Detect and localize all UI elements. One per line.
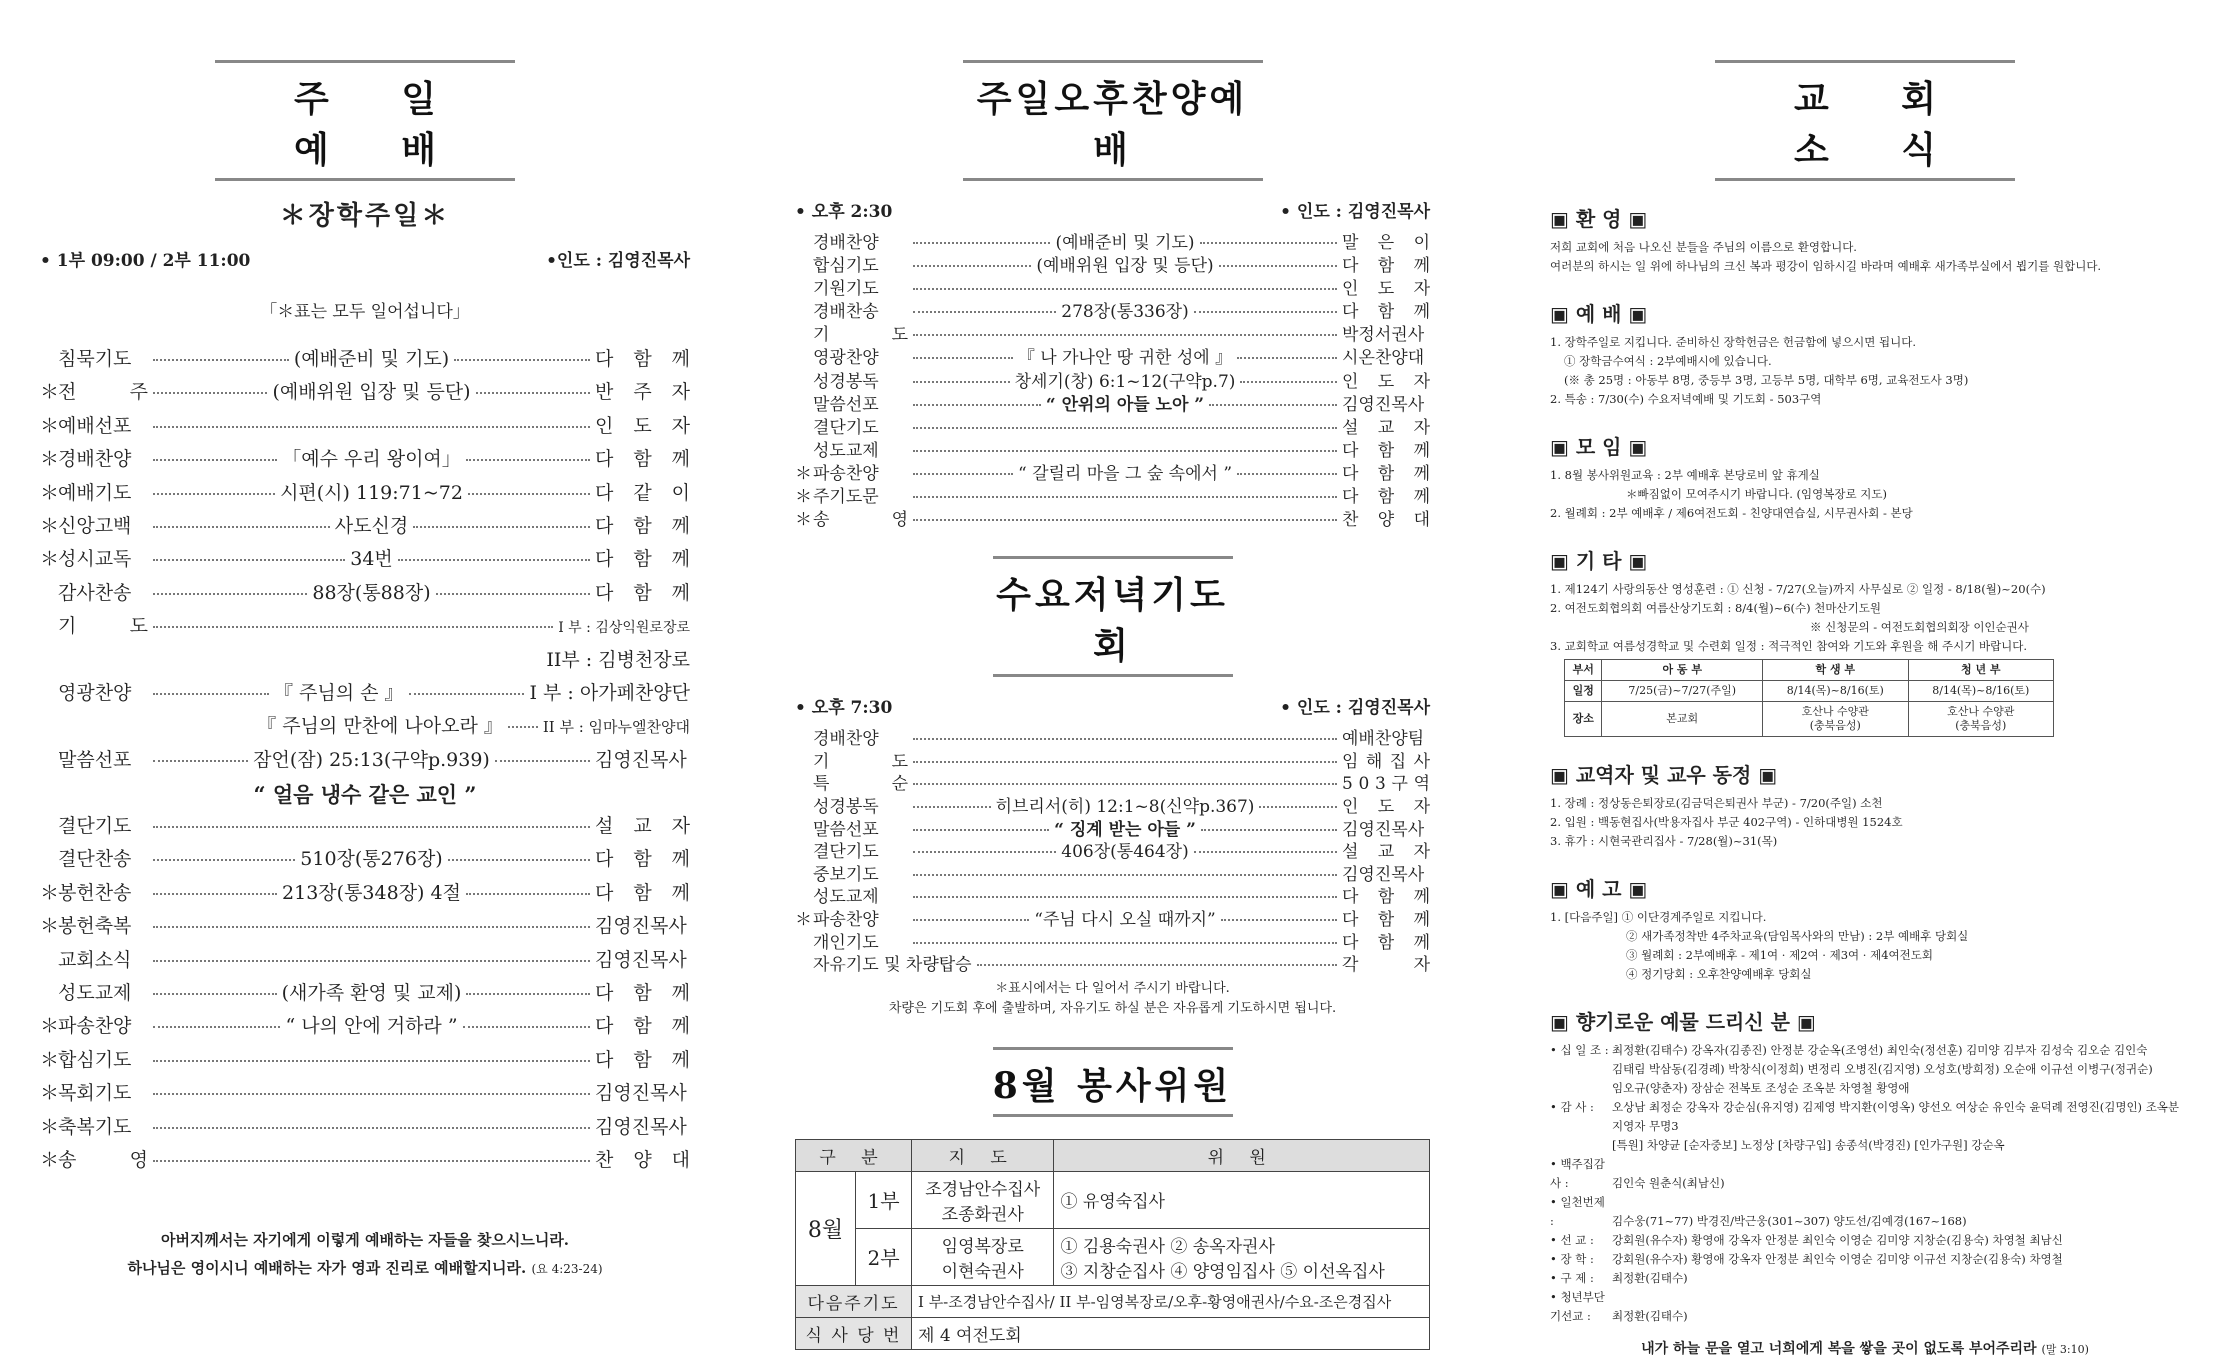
order-row <box>795 413 1430 436</box>
end-verse: 내가 하늘 문을 열고 너희에게 복을 쌓을 곳이 없도록 부어주리라 (말 3:10) <box>1641 1341 2089 1357</box>
wednesday-title: 수요저녁기도회 <box>996 574 1229 668</box>
order-label: 합심기도 <box>813 256 879 277</box>
volunteers-table: 구 분 지 도 위 원 8월 1부 조경남안수집사 조종화권사 ① 유영숙집사 2부 임영복장로 이현숙권사 ① 김용숙권사 ② 송옥자권사 ③ 지창순집사 ④ 양영임집사 ⑤ 이선옥집사 다음주기도 I 부-조경남안수집사/ II 부-임영복장로/오후-황영애권사/수요-조은경집사 식 사 당 번 제 4 여전도회 <box>795 1139 1430 1350</box>
order-row <box>795 747 1430 770</box>
order-person: 설 교 자 <box>1342 842 1430 863</box>
order-desc: (새가족 환영 및 교제) <box>281 982 462 1005</box>
order-desc: 34번 <box>350 548 393 571</box>
order-label: 감사찬송 <box>58 581 132 604</box>
order-label: 파송찬양 <box>813 463 879 484</box>
order-person: 인 도 자 <box>1342 279 1430 300</box>
order-label: 영광찬양 <box>813 348 879 369</box>
order-row <box>40 344 690 377</box>
order-row <box>795 792 1430 815</box>
order-label: 성경봉독 <box>813 797 879 817</box>
order-person: 다 함 께 <box>1342 256 1430 277</box>
order-row <box>795 436 1430 459</box>
order-person: 김영진목사 <box>1342 864 1425 885</box>
afternoon-title: 주일오후찬양예배 <box>976 78 1249 171</box>
offering-line: • 백주집감사 : 김인숙 원춘식(최남신) <box>1550 1157 1725 1190</box>
order-row <box>795 343 1430 369</box>
order-row <box>795 905 1430 928</box>
sunday-worship-section <box>40 60 690 1283</box>
order-row <box>795 482 1430 508</box>
order-person: I 부 : 아가페찬양단 <box>529 681 690 704</box>
sermon-title: “ 얼음 냉수 같은 교인 ” <box>253 782 477 808</box>
wednesday-title-box <box>993 556 1233 677</box>
order-row <box>40 811 690 844</box>
order-row <box>795 274 1430 300</box>
order-label: 말씀선포 <box>813 394 879 415</box>
order-mark: ＊ <box>795 487 812 508</box>
order-mark: ＊ <box>40 881 60 904</box>
order-mark: ＊ <box>40 1148 60 1171</box>
order-row <box>795 390 1430 413</box>
church-news-section: 교 회 소 식 ▣ 환 영 ▣ 저희 교회에 처음 나오신 분들을 주님의 이름으로 환영합니다. 여러분의 하시는 일 위에 하나님의 크신 복과 평강이 임하시길 바라며 예배후 새가족부실에서 뵙기를 원합니다. ▣ 예 배 ▣ 1. 장학주일로 지킵니다. 준비하신 장학헌금은 헌금함에 넣으시면 됩니다. ① 장학금수여식 : 2부예배시에 있습니다. (※ 총 25명 : 아동부 8명, 중등부 3명, 고등부 5명, 대학부 6명, 교육전도사 3명) 2. 특송 : 7/30(수) 수요저녁예배 및 기도회 - 503구역 ▣ 모 임 ▣ 1. 8월 봉사위원교육 : 2부 예배후 본당로비 앞 휴게실 ＊빠짐없이 모여주시기 바랍니다. (임영복장로 지도) 2. 월례회 : 2부 예배후 / 제6여전도회 - 친양대연습실, 시무권사회 - 본당 ▣ 기 타 ▣ 1. 제124기 사랑의동산 영성훈련 : ① 신청 - 7/27(오늘)까지 사무실로 ② 일정 - 8/18(월)~20(수) 2. 여전도회협의회 여름산상기도회 : 8/4(월)~6(수) 천마산기도원 ※ 신청문의 - 여전도회협의회장 이인순권사 3. 교회학교 여름성경학교 및 수련회 일정 : 적극적인 참여와 기도와 후원을 해 주시기 바랍니다. 부서 아 동 부 학 생 부 청 년 부 일정 7/25(금)~7/27(주일) 8/14(목)~8/16(토) 8/14(목)~8/16(토) 장소 본교회 호산나 수양관 (충북음성) 호산나 수양관 (충북음성) ▣ 교역자 및 교우 동정 ▣ 1. 장례 : 정상동은퇴장로(김금덕은퇴권사 부군) - 7/20(주일) 소천 2. 입원 : 백동현집사(박용자집사 부군 402구역) - 인하대병원 1524호 3. 휴가 : 시현국관리집사 - 7/28(월)~31(목) ▣ 예 고 ▣ 1. [다음주일] ① 이단경계주일로 지킵니다. ② 새가족정착반 4주차교육(담임목사와의 만남) : 2부 예배후 당회실 ③ 월례회 : 2부예배후 - 제1여 · 제2여 · 제3여 · 제4여전도회 ④ 정기당회 : 오후찬양예배후 당회실 ▣ 향기로운 예물 드리신 분 ▣ • 십 일 조 : 최정환(김태수) 강옥자(김종진) 안정분 강순옥(조영선) 최인숙(정선훈) 김미양 김부자 김성숙 김오순 김인숙 김태림 박삼동(김경례) 박창식(이정희) 변정리 오병진(김지영) 오성호(방희정) 오순애 이규선 이병구(정귀순) 임오규(양춘자) 장삼순 전복토 조성순 조옥분 차영철 황영애 • 감 사 : 오상남 최정순 강옥자 강순심(유지영) 김제영 박지환(이영옥) 양선오 여상순 유인숙 윤덕례 전영진(김명인) 조옥분 지영자 무명3 [특원] 차양균 [순자중보] 노정상 [차량구입] 송종석(박경진) [인가구원] 강순옥 • 백주집감사 : 김인숙 원춘식(최남신) • 일천번제 : 김수웅(71~77) 박경진/박근웅(301~307) 양도선/김예경(167~168) • 선 교 : 강회원(유수자) 황영애 강옥자 안정분 최인숙 이영순 김미양 지창순(김용숙) 차영철 최남신 • 장 학 : 강회원(유수자) 황영애 강옥자 안정분 최인숙 이영순 김미양 이규선 지창순(김용숙) 차영철 • 구 제 : 최정환(김태수) • 청년부단기선교 : 최정환(김태수) 내가 하늘 문을 열고 너희에게 복을 쌓을 곳이 없도록 부어주리라 (말 3:10) <box>1550 60 2180 1358</box>
order-label: 성도교제 <box>58 982 132 1005</box>
order-row <box>40 1078 690 1111</box>
order-desc: 『 주님의 손 』 <box>273 681 404 704</box>
order-person: 다 함 께 <box>595 881 690 904</box>
order-label: 송 영 <box>813 510 908 531</box>
order-row <box>795 837 1430 863</box>
order-label: 성도교제 <box>813 440 879 461</box>
offering-line: 임오규(양춘자) 장삼순 전복토 조성순 조옥분 차영철 황영애 <box>1612 1081 1910 1095</box>
order-row <box>795 882 1430 908</box>
order-desc: 창세기(창) 6:1~12(구약p.7) <box>1014 371 1236 392</box>
order-row <box>40 1045 690 1078</box>
order-row <box>40 1145 690 1178</box>
offering-line: • 일천번제 : 김수웅(71~77) 박경진/박근웅(301~307) 양도선/김예경(167~168) <box>1550 1195 1967 1228</box>
order-row-prayer-2 <box>40 645 690 678</box>
order-desc: “ 징계 받는 아들 ” <box>1054 819 1196 840</box>
order-desc: 278장(통336장) <box>1061 302 1189 323</box>
order-person: 다 함 께 <box>595 1048 690 1071</box>
order-label: 말씀선포 <box>58 748 132 771</box>
order-mark: ＊ <box>40 915 60 938</box>
order-label: 성도교제 <box>813 887 879 908</box>
order-label: 봉헌찬송 <box>58 881 132 904</box>
order-row <box>40 844 690 877</box>
order-row <box>40 511 690 544</box>
standing-notice: 「＊표는 모두 일어섭니다」 <box>260 302 470 322</box>
order-label: 예배기도 <box>58 481 132 504</box>
news-title: 교 회 소 식 <box>1793 78 1967 171</box>
order-desc: 사도신경 <box>334 514 409 537</box>
order-person: 다 함 께 <box>595 581 690 604</box>
order-desc: 히브리서(히) 12:1~8(신약p.367) <box>995 797 1255 817</box>
offering-line: • 청년부단기선교 : 최정환(김태수) <box>1550 1290 1688 1323</box>
order-desc: 406장(통464장) <box>1061 842 1189 863</box>
order-person: 다 함 께 <box>595 348 691 370</box>
order-person: II 부 : 임마누엘찬양대 <box>542 718 690 737</box>
order-person: 김영진목사 <box>595 748 687 771</box>
order-row <box>795 769 1430 795</box>
order-mark: ＊ <box>795 510 812 531</box>
order-row <box>795 950 1430 976</box>
afternoon-leader: • 인도 : 김영진목사 <box>1280 202 1430 222</box>
footer-verse: 아버지께서는 자기에게 이렇게 예배하는 자들을 찾으시느니라. 하나님은 영이시니 예배하는 자가 영과 진리로 예배할지니라. (요 4:23-24) <box>127 1231 603 1278</box>
order-row <box>795 459 1430 482</box>
order-desc: (예배위원 입장 및 등단) <box>272 381 471 404</box>
order-person: 김영진목사 <box>1342 394 1425 415</box>
order-desc: 잠언(잠) 25:13(구약p.939) <box>253 748 490 771</box>
order-person: 말 은 이 <box>1342 233 1430 253</box>
order-person: 다 함 께 <box>595 1015 691 1038</box>
order-row <box>795 724 1430 750</box>
order-label: 송 영 <box>58 1148 148 1171</box>
offering-list <box>1550 1041 2180 1326</box>
order-row-prayer <box>40 611 690 644</box>
order-person: 김영진목사 <box>595 948 687 971</box>
order-person: 다 함 께 <box>1342 487 1430 508</box>
order-label: 봉헌축복 <box>58 915 132 938</box>
volunteers-section <box>795 1047 1430 1350</box>
order-row <box>795 320 1430 346</box>
order-label: 기 도 <box>813 751 908 772</box>
order-row <box>40 911 690 944</box>
order-label: 축복기도 <box>58 1115 132 1138</box>
order-person: 김영진목사 <box>595 915 687 938</box>
order-row <box>40 411 690 444</box>
order-desc: 시편(시) 119:71~72 <box>280 481 463 504</box>
order-label: 특 순 <box>813 774 908 795</box>
news-title-box <box>1715 60 2015 181</box>
staff-heading: ▣ 교역자 및 교우 동정 ▣ <box>1550 763 1778 787</box>
order-label: 성시교독 <box>58 548 132 571</box>
order-desc: 『 주님의 만찬에 나아오라 』 <box>257 715 503 738</box>
order-mark: ＊ <box>40 514 60 537</box>
order-label: 자유기도 및 차량탑승 <box>813 955 972 976</box>
order-label: 영광찬양 <box>58 681 132 704</box>
schedule-table: 부서 아 동 부 학 생 부 청 년 부 일정 7/25(금)~7/27(주일) 8/14(목)~8/16(토) 8/14(목)~8/16(토) 장소 본교회 호산나 수양관 (충북음성) 호산나 수양관 (충북음성) <box>1564 659 2054 737</box>
order-mark: ＊ <box>40 381 60 404</box>
wednesday-time: • 오후 7:30 <box>795 698 893 719</box>
order-person: 다 함 께 <box>1342 932 1430 953</box>
order-label: 경배찬양 <box>58 448 132 471</box>
order-label: 경배찬양 <box>813 233 879 253</box>
meeting-heading: ▣ 모 임 ▣ <box>1550 435 1648 459</box>
offering-line: • 구 제 : 최정환(김태수) <box>1550 1271 1688 1285</box>
sunday-time: • 1부 09:00 / 2부 11:00 <box>40 251 251 271</box>
order-row <box>40 978 690 1011</box>
order-person: 다 함 께 <box>1342 463 1430 484</box>
order-person: 5 0 3 구 역 <box>1342 774 1430 795</box>
order-row <box>40 878 690 911</box>
order-row <box>795 228 1430 251</box>
order-mark: ＊ <box>40 1115 60 1138</box>
order-row <box>40 1112 690 1145</box>
order-label: 합심기도 <box>58 1048 132 1071</box>
offering-line: • 장 학 : 강회원(유수자) 황영애 강옥자 안정분 최인숙 이영순 김미양 이규선 지창순(김용숙) 차영철 <box>1550 1252 2063 1266</box>
order-label: 목회기도 <box>58 1082 132 1105</box>
order-row <box>40 945 690 978</box>
order-person: 다 함 께 <box>595 448 690 471</box>
order-person: 시온찬양대 <box>1342 348 1425 369</box>
order-person: 다 같 이 <box>595 481 690 504</box>
order-desc: (예배준비 및 기도) <box>293 348 450 370</box>
order-desc: “ 안위의 아들 노아 ” <box>1045 394 1205 415</box>
order-row <box>795 860 1430 883</box>
order-label: 경배찬양 <box>813 729 879 750</box>
order-person: 설 교 자 <box>1342 417 1430 438</box>
order-mark: ＊ <box>40 1082 60 1105</box>
order-person: 다 함 께 <box>595 848 691 871</box>
order-mark: ＊ <box>795 909 812 930</box>
order-person: 예배찬양팀 <box>1342 729 1425 750</box>
order-row-glory <box>40 678 690 711</box>
order-desc: 『 나 가나안 땅 귀한 성에 』 <box>1017 348 1233 369</box>
offering-line: [특원] 차양균 [순자중보] 노정상 [차량구입] 송종석(박경진) [인가구원] 강순옥 <box>1612 1138 2005 1152</box>
sunday-title-box <box>215 60 515 181</box>
order-row <box>795 367 1430 390</box>
order-desc: 510장(통276장) <box>300 848 443 871</box>
order-row <box>795 928 1430 951</box>
order-row-sermon <box>40 745 690 778</box>
order-label: 파송찬양 <box>58 1015 132 1038</box>
order-label: 전 주 <box>58 381 148 404</box>
offering-line: • 선 교 : 강회원(유수자) 황영애 강옥자 안정분 최인숙 이영순 김미양 지창순(김용숙) 차영철 최남신 <box>1550 1233 2063 1247</box>
order-person: 찬 양 대 <box>595 1148 690 1171</box>
order-person: 인 도 자 <box>1342 371 1430 392</box>
order-person: 다 함 께 <box>1342 909 1430 930</box>
offering-line: 김태림 박삼동(김경례) 박창식(이정희) 변정리 오병진(김지영) 오성호(방희정) 오순애 이규선 이병구(정귀순) <box>1612 1062 2153 1076</box>
order-label: 결단찬송 <box>58 848 132 871</box>
order-mark: ＊ <box>40 548 60 571</box>
order-person: 다 함 께 <box>595 982 690 1005</box>
order-person: 설 교 자 <box>595 815 690 838</box>
order-row <box>40 1011 690 1044</box>
order-label: 경배찬송 <box>813 302 879 323</box>
wednesday-leader: • 인도 : 김영진목사 <box>1280 698 1430 719</box>
afternoon-time: • 오후 2:30 <box>795 202 893 222</box>
order-desc: 213장(통348장) 4절 <box>282 881 461 904</box>
order-label: 주기도문 <box>813 487 879 508</box>
offering-line: 지영자 무명3 <box>1612 1119 1679 1133</box>
order-desc: (예배준비 및 기도) <box>1055 233 1195 253</box>
order-label: 예배선포 <box>58 414 132 437</box>
order-label: 성경봉독 <box>813 371 879 392</box>
notice-heading: ▣ 예 고 ▣ <box>1550 877 1648 901</box>
order-desc: “주님 다시 오실 때까지” <box>1034 909 1216 930</box>
order-list <box>40 344 690 611</box>
order-person: 반 주 자 <box>595 381 691 404</box>
order-person: 인 도 자 <box>595 414 690 437</box>
order-person: 임 해 집 사 <box>1342 751 1430 772</box>
order-mark: ＊ <box>40 414 60 437</box>
order-label: 결단기도 <box>813 417 879 438</box>
order-desc: “ 갈릴리 마을 그 숲 속에서 ” <box>1017 463 1233 484</box>
order-desc: 88장(통88장) <box>312 581 431 604</box>
order-person: 다 함 께 <box>1342 440 1430 461</box>
wednesday-note: ＊표시에서는 다 일어서 주시기 바랍니다. 차량은 기도회 후에 출발하며, 자유기도 하실 분은 자유롭게 기도하시면 됩니다. <box>888 980 1337 1016</box>
order-row <box>40 377 690 410</box>
order-person: 찬 양 대 <box>1342 510 1430 531</box>
wednesday-prayer <box>795 556 1430 1019</box>
order-person: 다 함 께 <box>1342 887 1430 908</box>
offering-line: • 십 일 조 : 최정환(김태수) 강옥자(김종진) 안정분 강순옥(조영선) 최인숙(정선훈) 김미양 김부자 김성숙 김오순 김인숙 <box>1550 1043 2148 1057</box>
order-row <box>795 297 1430 323</box>
order-row <box>40 578 690 611</box>
order-person: 김영진목사 <box>1342 819 1425 840</box>
order-label: 파송찬양 <box>813 909 879 930</box>
order-label: 기 도 <box>813 325 908 346</box>
order-desc: 「예수 우리 왕이여」 <box>282 448 461 471</box>
order-label: 기 도 <box>58 615 148 638</box>
afternoon-title-box <box>963 60 1263 181</box>
order-label: 교회소식 <box>58 948 132 971</box>
afternoon-worship <box>795 60 1430 531</box>
offering-heading: ▣ 향기로운 예물 드리신 분 ▣ <box>1550 1010 1816 1034</box>
order-label: 신앙고백 <box>58 514 132 537</box>
offering-line: • 감 사 : 오상남 최정순 강옥자 강순심(유지영) 김제영 박지환(이영옥) 양선오 여상순 유인숙 윤덕례 전영진(김명인) 조옥분 <box>1550 1100 2180 1114</box>
order-label: 개인기도 <box>813 932 879 953</box>
order-row <box>795 505 1430 531</box>
order-person: 인 도 자 <box>1342 797 1431 817</box>
order-mark: ＊ <box>795 463 812 484</box>
volunteers-title-box <box>993 1047 1233 1117</box>
order-label: 결단기도 <box>58 815 132 838</box>
order-person: 다 함 께 <box>1342 302 1430 323</box>
order-mark: ＊ <box>40 481 60 504</box>
order-person: 다 함 께 <box>595 548 690 571</box>
sunday-subtitle: ＊장학주일＊ <box>279 201 451 231</box>
order-row <box>795 251 1430 277</box>
order-row <box>40 444 690 477</box>
sunday-meta <box>40 246 690 271</box>
order-label: 중보기도 <box>813 864 879 885</box>
order-list-2 <box>40 811 690 1178</box>
sunday-title: 주 일 예 배 <box>293 78 467 171</box>
order-label: 기원기도 <box>813 279 879 300</box>
order-label: 침묵기도 <box>58 348 132 370</box>
volunteers-title: 8월 봉사위원 <box>992 1064 1233 1107</box>
order-label: 결단기도 <box>813 842 879 863</box>
worship-heading: ▣ 예 배 ▣ <box>1550 302 1648 326</box>
order-desc: “ 나의 안에 거하라 ” <box>285 1015 458 1038</box>
sunday-leader: •인도 : 김영진목사 <box>546 251 690 271</box>
order-label: 말씀선포 <box>813 819 879 840</box>
order-row <box>795 815 1430 838</box>
etc-heading: ▣ 기 타 ▣ <box>1550 549 1648 573</box>
welcome-heading: ▣ 환 영 ▣ <box>1550 207 1648 231</box>
order-mark: ＊ <box>40 1048 60 1071</box>
order-row-glory-2 <box>40 711 690 744</box>
order-row <box>40 544 690 577</box>
order-person: 다 함 께 <box>595 514 691 537</box>
afternoon-wednesday-section <box>795 60 1430 1350</box>
order-person: 각 자 <box>1342 955 1430 976</box>
order-mark: ＊ <box>40 1015 60 1038</box>
order-person: 박정서권사 <box>1342 325 1425 346</box>
order-row <box>40 478 690 511</box>
order-person: 김영진목사 <box>595 1115 687 1138</box>
order-desc: (예배위원 입장 및 등단) <box>1036 256 1214 277</box>
order-mark: ＊ <box>40 448 60 471</box>
order-person: I 부 : 김상익원로장로 <box>558 620 690 637</box>
order-person: 김영진목사 <box>595 1082 687 1105</box>
order-person: II부 : 김병천장로 <box>546 648 690 671</box>
